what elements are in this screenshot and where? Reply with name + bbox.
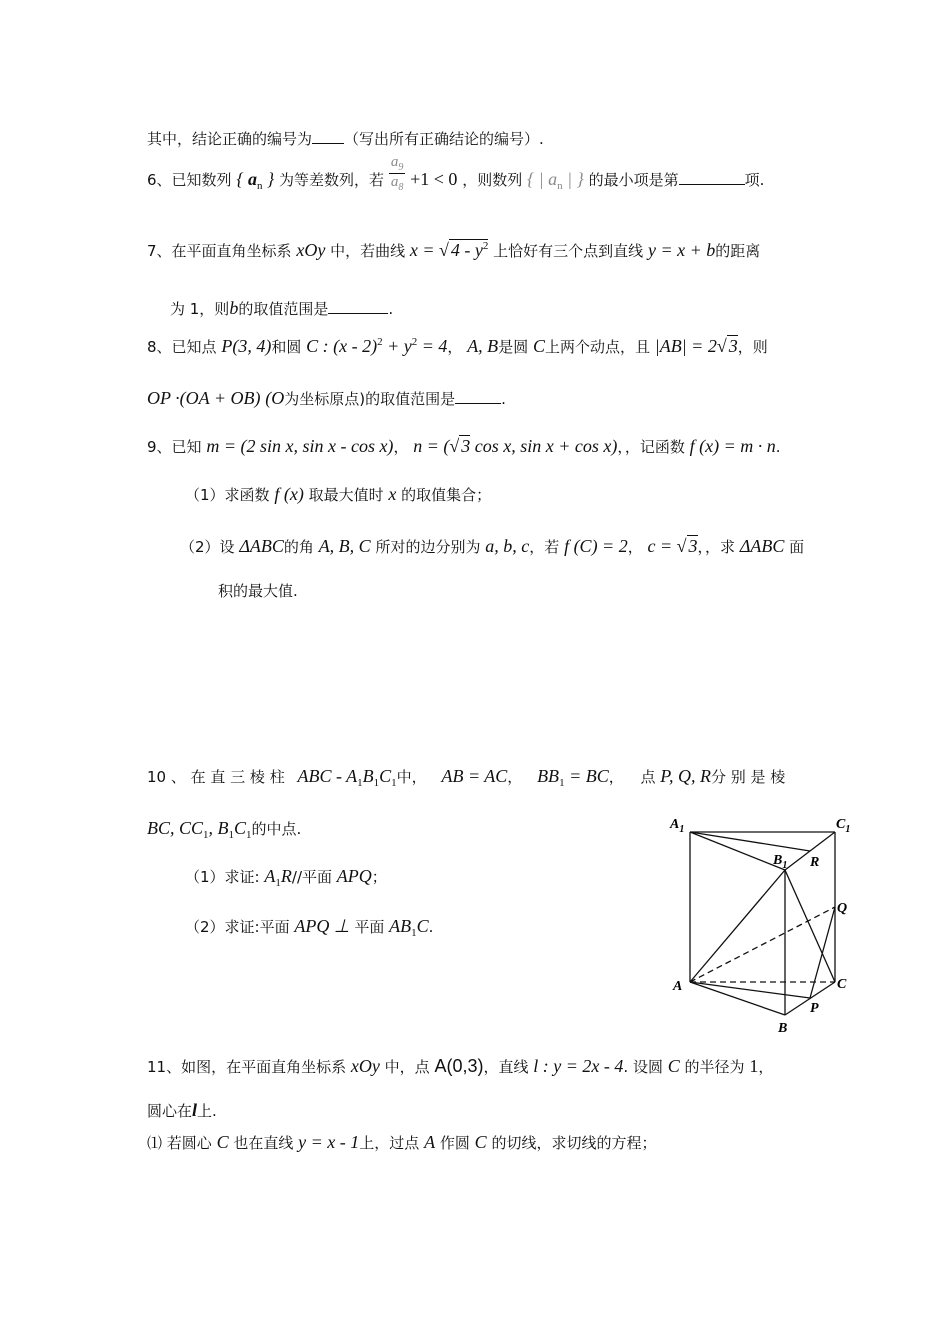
q11-xoy: xOy <box>350 1056 380 1076</box>
label-p: P <box>810 1001 819 1016</box>
q11-p1-text-3: 作圆 <box>439 1134 470 1152</box>
q10-p1-label: （1）求证: <box>185 868 260 886</box>
edge-a1-b1 <box>690 832 788 871</box>
q11-p1-text-4: 的切线，求切线的方程； <box>491 1134 657 1152</box>
q11-text-6: 圆心在 <box>147 1102 193 1120</box>
q9-part-2: （2）设 ΔABC的角 A, B, C 所对的边分别为 a, b, c，若 f (C) = 2， c = √ 3，，求 ΔABC 面 <box>180 536 805 556</box>
q8-ab: A, B <box>467 336 499 356</box>
q8-chord-length: |AB| = 2√ 3 <box>654 336 738 356</box>
q8-text-4: 上两个动点，且 <box>545 338 651 356</box>
q7-curve: x = √ $4 - y^2$ <box>409 240 489 260</box>
label-b: B <box>778 1021 788 1036</box>
q10-text-4: 的中点. <box>251 820 302 838</box>
q11-p1-c-2: C <box>474 1132 487 1152</box>
q10-part-1 <box>185 866 387 889</box>
q9-p2-text-3: ，若 <box>529 538 560 556</box>
question-8 <box>147 336 768 357</box>
q7-text: 中，若曲线 <box>330 242 406 260</box>
question-10-cont <box>147 818 301 841</box>
q11-text: 中，点 <box>384 1058 430 1076</box>
q7-text-6: . <box>388 300 394 318</box>
q9-fc: f (C) = 2 <box>564 536 628 556</box>
q10-p2-label: （2）求证:平面 <box>185 918 290 936</box>
q9-function: f (x) = m · n <box>689 436 776 456</box>
q10-ab1c: $AB_1C$ <box>389 916 429 939</box>
question-8-cont <box>147 388 506 409</box>
q8-text-7: . <box>501 390 506 408</box>
q11-text-3: 设圆 <box>632 1058 663 1076</box>
q9-label: 9、已知 <box>147 438 202 456</box>
q10-apq: APQ <box>336 866 372 886</box>
q6-text: 为等差数列，若 <box>279 171 385 189</box>
question-6 <box>147 154 765 193</box>
q5-text: 其中，结论正确的编号为 <box>147 130 313 148</box>
q10-p1-text-2: ； <box>371 868 387 886</box>
q10-pqr: P, Q, R <box>660 766 711 786</box>
q10-eq2: $BB_1$ = BC <box>537 766 609 789</box>
q6-text-3: 的最小项是第 <box>588 171 679 189</box>
q7-text-4: 为 1，则 <box>170 300 230 318</box>
q10-p1-text: //平面 <box>291 868 332 886</box>
q11-p1-a: A <box>424 1132 436 1152</box>
label-c1: $C_1$ <box>836 817 851 835</box>
q11-p1-line: y = x - 1 <box>298 1132 360 1152</box>
q10-text: 中， <box>396 768 427 786</box>
q11-p1-label: ⑴ 若圆心 <box>147 1134 212 1152</box>
prism-figure <box>660 810 870 1042</box>
q9-text: ，记函数 <box>624 438 685 456</box>
q11-text-5: ， <box>758 1058 774 1076</box>
q6-label: 6、已知数列 <box>147 171 232 189</box>
q8-text-6: 为坐标原点)的取值范围是 <box>284 390 456 408</box>
question-7 <box>147 240 760 261</box>
q8-c: C <box>532 336 545 356</box>
q11-part-1 <box>147 1132 656 1153</box>
q11-radius: 1 <box>749 1056 759 1076</box>
q9-x: x <box>388 484 397 504</box>
q11-text-2: ，直线 <box>483 1058 529 1076</box>
q11-text-4: 的半径为 <box>684 1058 745 1076</box>
q9-triangle: ΔABC <box>239 536 284 556</box>
q9-part-1 <box>185 484 491 505</box>
q8-text: 和圆 <box>271 338 302 356</box>
label-a1: $A_1$ <box>670 817 685 835</box>
q9-angles: A, B, C <box>318 536 371 556</box>
q10-text-3: 分 别 是 棱 <box>710 768 786 786</box>
q10-a1r: $A_1R$ <box>264 866 292 889</box>
q9-p2-text-6: 积的最大值. <box>218 582 298 600</box>
q10-edges: BC, $CC_1$, $B_1C_1$ <box>147 818 252 841</box>
q7-text-5: 的取值范围是 <box>238 300 329 318</box>
segment-a-p <box>690 982 810 998</box>
q11-p1-c: C <box>216 1132 229 1152</box>
q5-conclusion-line <box>147 128 544 149</box>
q6-inequality: +1 < 0 <box>410 169 458 189</box>
label-b1: $B_1$ <box>773 853 788 871</box>
q11-label: 11、如图，在平面直角坐标系 <box>147 1058 347 1076</box>
q11-l: l <box>192 1100 198 1120</box>
q10-part-2: （2）求证:平面 APQ ⊥ 平面 $AB_1C$. <box>185 916 434 939</box>
label-r: R <box>810 855 820 870</box>
q11-point-a: A(0,3) <box>434 1056 484 1076</box>
q11-p1-text: 也在直线 <box>233 1134 294 1152</box>
segment-a-b1 <box>690 870 785 982</box>
q7-b: b <box>229 298 239 318</box>
q11-p1-text-2: 上，过点 <box>359 1134 420 1152</box>
q8-text-3: 是圆 <box>498 338 529 356</box>
segment-a1-r <box>690 832 810 851</box>
q11-c: C <box>667 1056 680 1076</box>
segment-b1-c <box>785 870 835 982</box>
q8-label: 8、已知点 <box>147 338 217 356</box>
q9-p1-text: 取最大值时 <box>308 486 384 504</box>
q9-p2-text: 的角 <box>283 538 314 556</box>
question-9: 9、已知 m = (2 sin x, sin x - cos x)， n = (√ 3 cos x, sin x + cos x)，，记函数 f (x) = m · n. <box>147 436 781 456</box>
q8-dot-product: OP ·(OA + OB) <box>147 388 261 408</box>
q6-answer-blank[interactable] <box>679 183 745 185</box>
q8-answer-blank[interactable] <box>455 402 501 404</box>
q11-line-l: l : y = 2x - 4 <box>533 1056 624 1076</box>
q9-c-value: c = √ 3 <box>647 536 698 556</box>
q10-label: 10 、 在 直 三 棱 柱 <box>147 768 285 786</box>
q9-vector-n: n = (√ 3 cos x, sin x + cos x) <box>413 436 618 456</box>
q7-text-3: 的距离 <box>715 242 761 260</box>
question-10: 10 、 在 直 三 棱 柱 ABC - $A_1B_1C_1$中， AB = AC， $BB_1$ = BC， 点 P, Q, R分 别 是 棱 <box>147 766 786 789</box>
q9-part-2-cont <box>218 580 298 601</box>
label-c: C <box>837 977 847 992</box>
q9-p1-text-2: 的取值集合； <box>401 486 492 504</box>
q6-fraction: $\frac{a_9}{a_8}$ <box>390 154 404 193</box>
q9-vector-m: m = (2 sin x, sin x - cos x) <box>206 436 394 456</box>
q8-point-p: P(3, 4) <box>221 336 272 356</box>
q9-p2-text-4: ，求 <box>705 538 736 556</box>
q11-text-7: 上. <box>197 1102 217 1120</box>
edge-a-b <box>690 982 785 1015</box>
q8-circle-eq: C : $(x - 2)^2 + y^2 = 4$ <box>306 336 448 356</box>
hidden-segment-a-q <box>690 907 835 982</box>
q6-seq-an: { $a_n$ } <box>236 169 275 192</box>
q6-text-4: 项. <box>744 171 765 189</box>
q9-p2-label: （2）设 <box>180 538 235 556</box>
q9-fx: f (x) <box>274 484 304 504</box>
q10-prism: ABC - $A_1B_1C_1$ <box>297 766 397 789</box>
question-11: 11、如图，在平面直角坐标系 xOy 中，点 A(0,3)，直线 l : y = 2x - 4. 设圆 C 的半径为 1， <box>147 1056 774 1076</box>
q10-p2-text: 平面 <box>354 918 385 936</box>
label-q: Q <box>837 901 848 916</box>
q8-origin: (O <box>265 388 285 408</box>
q10-eq1: AB = AC <box>441 766 508 786</box>
q5-text-tail: （写出所有正确结论的编号）. <box>344 130 544 148</box>
q6-text-2: ，则数列 <box>462 171 523 189</box>
q10-text-2: 点 <box>640 768 656 786</box>
q7-xoy: xOy <box>296 240 326 260</box>
q9-p1-label: （1）求函数 <box>185 486 270 504</box>
question-11-cont <box>147 1100 217 1121</box>
q8-text-2: ， <box>447 338 463 356</box>
q9-triangle-2: ΔABC <box>739 536 785 556</box>
q10-apq-2: APQ ⊥ <box>294 916 350 936</box>
question-7-cont <box>170 298 393 319</box>
q7-answer-blank[interactable] <box>328 312 388 314</box>
q5-answer-blank[interactable] <box>312 142 344 144</box>
q8-text-5: ，则 <box>737 338 768 356</box>
q7-line-eq: y = x + b <box>647 240 716 260</box>
q6-abs-seq: { | $a_n$ | } <box>526 169 584 192</box>
q7-label: 7、在平面直角坐标系 <box>147 242 292 260</box>
q9-sides: a, b, c <box>485 536 530 556</box>
q9-p2-text-2: 所对的边分别为 <box>375 538 481 556</box>
label-a: A <box>673 979 683 994</box>
q7-text-2: 上恰好有三个点到直线 <box>493 242 644 260</box>
q9-p2-text-5: 面 <box>789 538 805 556</box>
